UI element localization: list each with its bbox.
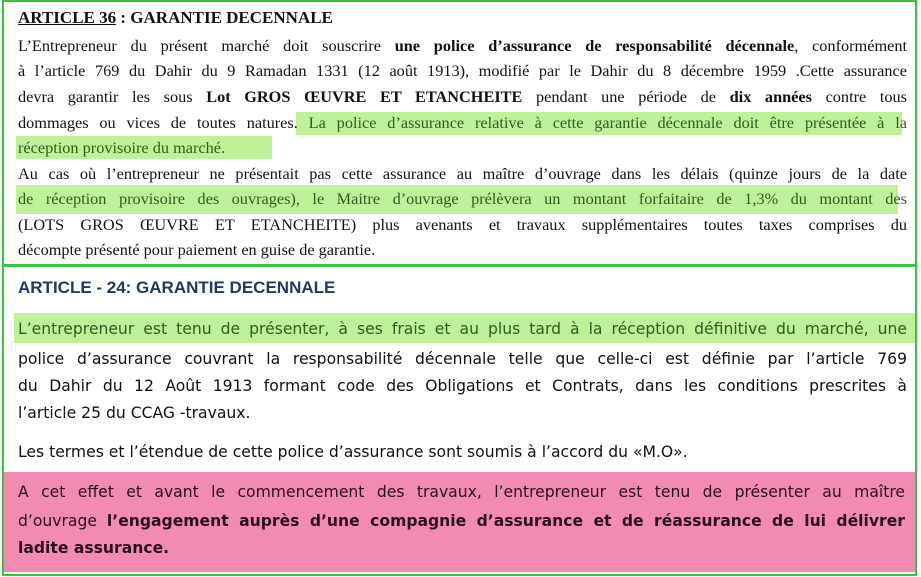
a36-l3b: Lot GROS ŒUVRE ET ETANCHEITE <box>206 87 523 106</box>
article-36-panel <box>2 0 917 266</box>
a36-line-8: (LOTS GROS ŒUVRE ET ETANCHEITE) plus avenants et travaux supplémentaires toutes taxes comprises du <box>18 215 907 234</box>
a24-pink-highlight <box>4 472 915 572</box>
a36-line-6: Au cas où l’entrepreneur ne présentait pas cette assurance au maître d’ouvrage dans les délais (quinze jours de la date <box>18 164 907 183</box>
a24-p2a: d’ouvrage <box>18 512 107 530</box>
a36-line-2: à l’article 769 du Dahir du 9 Ramadan 1331 (12 août 1913), modifié par le Dahir du 8 décembre 1959 .Cette assurance <box>18 61 907 80</box>
a36-l1a: L’Entrepreneur du présent marché doit souscrire <box>18 36 395 55</box>
a24-line-2: police d’assurance couvrant la responsabilité décennale telle que celle-ci est définie par l’article 769 <box>18 350 907 368</box>
a36-l3c: pendant une période de <box>522 87 730 106</box>
a36-l3d: dix années <box>729 87 812 106</box>
article-36-number: ARTICLE 36 <box>18 8 117 27</box>
a36-l4a: dommages ou vices de toutes natures. <box>18 113 309 132</box>
a36-l3e: contre tous <box>811 87 907 106</box>
article-24-panel <box>2 265 917 576</box>
a36-l1c: , conformément <box>794 36 907 55</box>
a36-line-5: réception provisoire du marché. <box>18 138 226 157</box>
a36-l4b: La police d’assurance relative à cette garantie décennale doit être présentée à la <box>308 113 907 132</box>
a24-pink-line-1: A cet effet et avant le commencement des travaux, l’entrepreneur est tenu de présenter au maître <box>18 483 905 501</box>
a36-l1b: une police d’assurance de responsabilité décennale <box>394 36 795 55</box>
article-36-title <box>18 8 333 28</box>
article-24-title: ARTICLE - 24: GARANTIE DECENNALE <box>18 278 336 297</box>
a24-line-3: du Dahir du 12 Août 1913 formant code des Obligations et Contrats, dans les conditions prescrites à <box>18 377 907 395</box>
a36-line-1 <box>18 35 907 57</box>
a36-line-3 <box>18 86 907 108</box>
a24-pink-line-2 <box>18 509 905 533</box>
a24-p2b: l’engagement auprès d’une compagnie d’assurance et de réassurance de lui délivrer <box>106 512 905 530</box>
a24-line-4: l’article 25 du CCAG -travaux. <box>18 404 251 422</box>
a36-line-7: de réception provisoire des ouvrages), le Maitre d’ouvrage prélèvera un montant forfaitaire de 1,3% du montant des <box>18 189 907 208</box>
a36-line-9: décompte présenté pour paiement en guise de garantie. <box>18 240 376 259</box>
article-36-heading: : GARANTIE DECENNALE <box>116 8 333 27</box>
a36-l3a: devra garantir les sous <box>18 87 207 106</box>
a24-line-1: L’entrepreneur est tenu de présenter, à ses frais et au plus tard à la réception définitive du marché, une <box>18 320 907 338</box>
a24-line-5: Les termes et l’étendue de cette police d’assurance sont soumis à l’accord du «M.O». <box>18 443 688 461</box>
a24-pink-line-3: ladite assurance. <box>18 539 170 557</box>
a36-line-4 <box>18 112 907 134</box>
